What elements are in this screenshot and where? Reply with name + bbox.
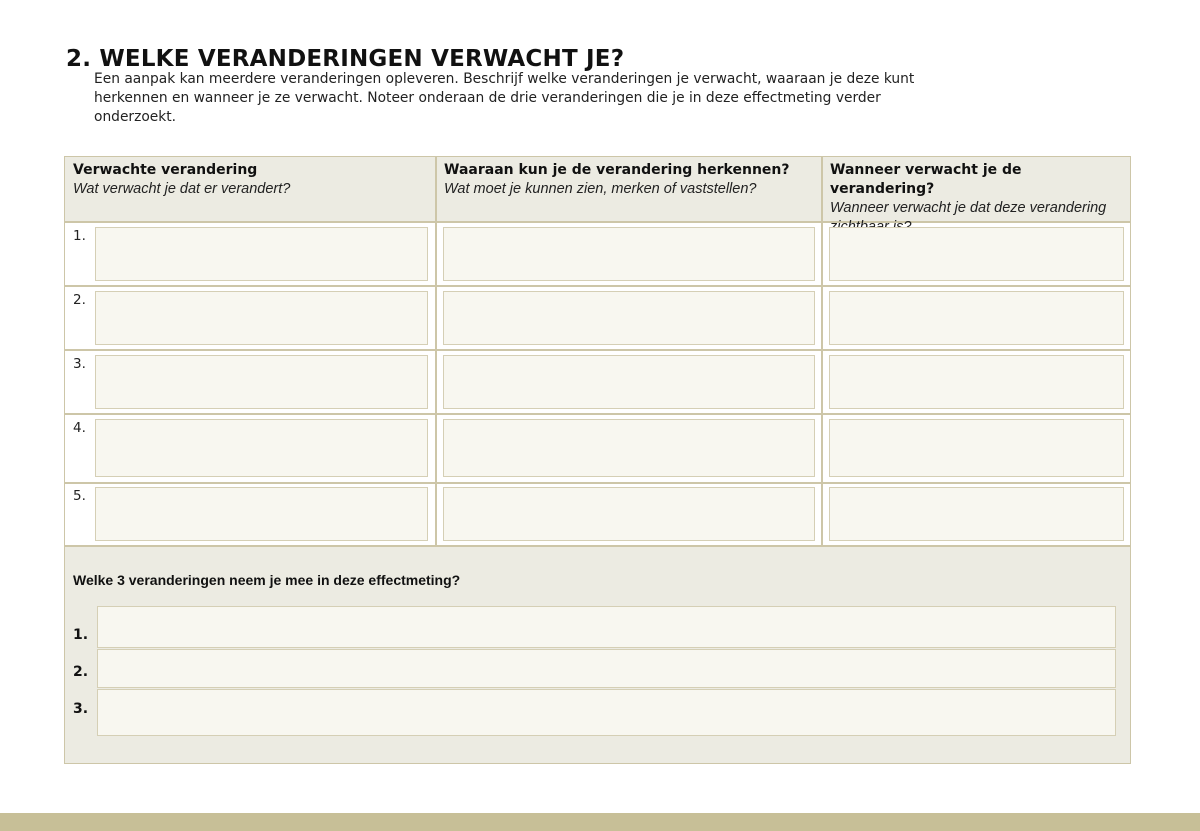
column-header-subtitle: Wanneer verwacht je dat deze verandering	[830, 200, 1107, 216]
column-header-title: Waaraan kun je de verandering herkennen?	[444, 162, 790, 178]
row-divider	[65, 349, 1130, 351]
row-number: 4.	[73, 420, 86, 436]
expected-change-field[interactable]	[95, 419, 428, 477]
row-number: 2.	[73, 292, 86, 308]
column-header-expected-change	[73, 161, 429, 199]
changes-worksheet	[64, 156, 1131, 764]
column-header-subtitle: Wat verwacht je dat er verandert?	[73, 181, 291, 197]
column-header-subtitle: Wat moet je kunnen zien, merken of vaststellen?	[444, 181, 757, 197]
expected-change-field[interactable]	[95, 227, 428, 281]
selection-number: 2.	[73, 664, 89, 680]
timing-field[interactable]	[829, 291, 1124, 345]
recognition-field[interactable]	[443, 227, 815, 281]
timing-field[interactable]	[829, 355, 1124, 409]
row-number: 3.	[73, 356, 86, 372]
selection-number: 3.	[73, 701, 89, 717]
selection-field-1[interactable]	[97, 606, 1116, 648]
column-header-timing	[830, 161, 1125, 237]
selection-field-2[interactable]	[97, 649, 1116, 688]
selection-question: Welke 3 veranderingen neem je mee in deze effectmeting?	[73, 572, 461, 588]
selection-field-3[interactable]	[97, 689, 1116, 736]
intro-text: Een aanpak kan meerdere veranderingen opleveren. Beschrijf welke veranderingen je verwacht, waaraan je deze kunt herkennen en wanneer je ze verwacht. Noteer onderaan de drie veranderingen die je in deze effectmeting verder onderzoekt.	[94, 71, 915, 125]
recognition-field[interactable]	[443, 291, 815, 345]
row-number: 5.	[73, 488, 86, 504]
column-header-title: Wanneer verwacht je de verandering?	[830, 162, 1022, 197]
timing-field[interactable]	[829, 487, 1124, 541]
column-header-recognition	[444, 161, 814, 199]
footer-band	[0, 813, 1200, 831]
expected-change-field[interactable]	[95, 487, 428, 541]
timing-field[interactable]	[829, 419, 1124, 477]
timing-field[interactable]	[829, 227, 1124, 281]
row-divider	[65, 482, 1130, 484]
recognition-field[interactable]	[443, 487, 815, 541]
page-title: 2. WELKE VERANDERINGEN VERWACHT JE?	[66, 46, 625, 72]
row-divider	[65, 285, 1130, 287]
column-divider	[435, 157, 437, 545]
recognition-field[interactable]	[443, 355, 815, 409]
expected-change-field[interactable]	[95, 355, 428, 409]
row-number: 1.	[73, 228, 86, 244]
row-divider	[65, 545, 1130, 547]
column-header-title: Verwachte verandering	[73, 162, 258, 178]
expected-change-field[interactable]	[95, 291, 428, 345]
column-divider	[821, 157, 823, 545]
row-divider	[65, 413, 1130, 415]
selection-number: 1.	[73, 627, 89, 643]
recognition-field[interactable]	[443, 419, 815, 477]
